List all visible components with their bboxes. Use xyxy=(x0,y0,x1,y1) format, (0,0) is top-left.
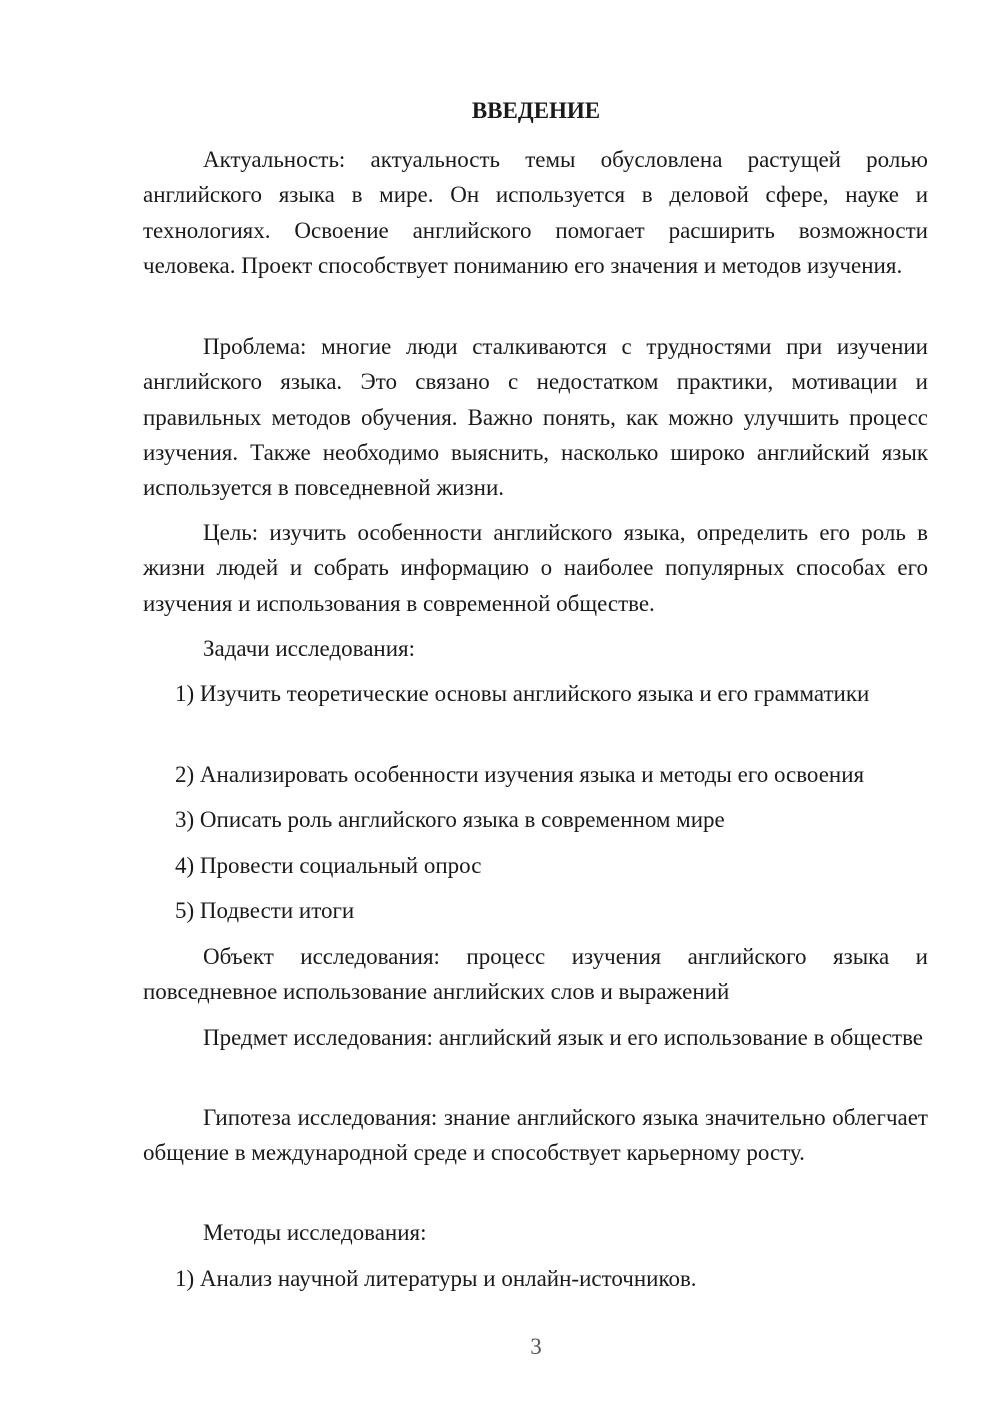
task-item-1: 1) Изучить теоретические основы английского языка и его грамматики xyxy=(175,681,870,706)
problem-paragraph: Проблема: многие люди сталкиваются с трудностями при изучении английского языка. Это связано с недостатком практики, мотивации и правильных методов обучения. Важно понять, как можно улучшить процесс изучения. Также необходимо выяснить, насколько широко английский язык используется в повседневной жизни. xyxy=(143,334,928,501)
relevance-paragraph: Актуальность: актуальность темы обусловлена растущей ролью английского языка в мире. Он используется в деловой сфере, науке и технологиях. Освоение английского помогает расширить возможности человека. Проект способствует пониманию его значения и методов изучения. xyxy=(143,147,928,278)
goal-paragraph: Цель: изучить особенности английского языка, определить его роль в жизни людей и собрать информацию о наиболее популярных способах его изучения и использования в современной обществе. xyxy=(143,520,928,616)
object-paragraph: Объект исследования: процесс изучения английского языка и повседневное использование английских слов и выражений xyxy=(143,944,928,1005)
task-item-2: 2) Анализировать особенности изучения языка и методы его освоения xyxy=(175,762,865,787)
task-item-3: 3) Описать роль английского языка в современном мире xyxy=(175,807,725,832)
page-title: ВВЕДЕНИЕ xyxy=(471,98,601,123)
task-item-4: 4) Провести социальный опрос xyxy=(175,853,482,878)
method-item-1: 1) Анализ научной литературы и онлайн-источников. xyxy=(175,1266,697,1291)
page-number: 3 xyxy=(530,1334,542,1359)
task-item-5: 5) Подвести итоги xyxy=(175,898,355,923)
subject-paragraph: Предмет исследования: английский язык и его использование в обществе xyxy=(203,1025,924,1050)
tasks-heading: Задачи исследования: xyxy=(203,636,416,661)
methods-heading: Методы исследования: xyxy=(203,1220,427,1245)
hypothesis-paragraph: Гипотеза исследования: знание английского языка значительно облегчает общение в международной среде и способствует карьерному росту. xyxy=(143,1105,928,1166)
